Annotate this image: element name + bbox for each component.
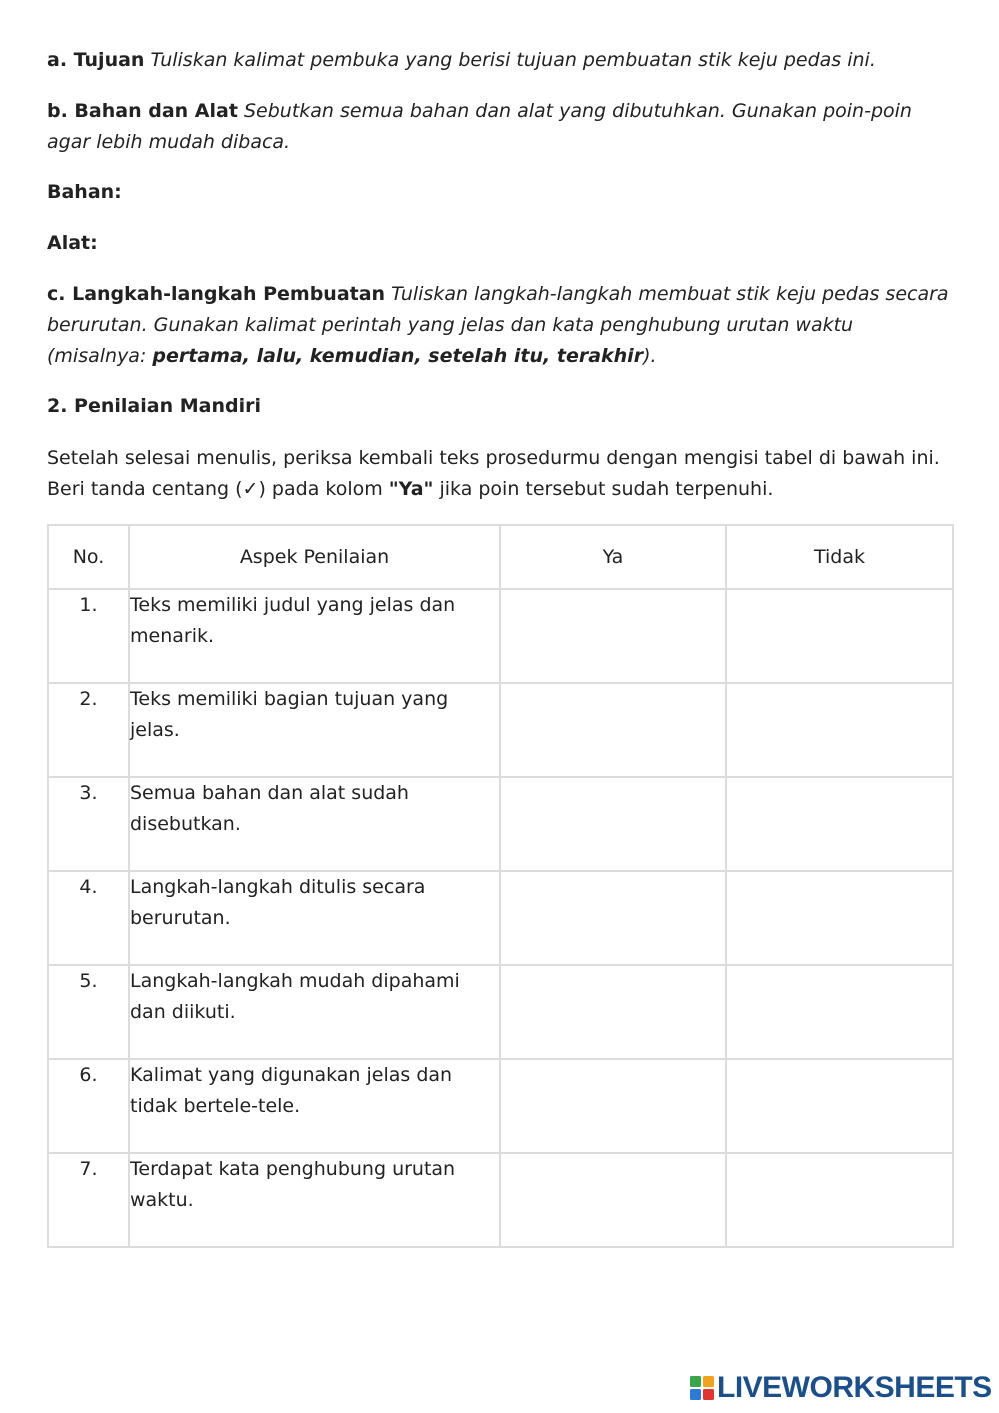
tidak-cell[interactable] — [726, 1153, 953, 1247]
tidak-cell[interactable] — [726, 965, 953, 1059]
table-row — [48, 589, 953, 683]
ya-cell[interactable] — [500, 1153, 726, 1247]
section-b-bahan-alat — [47, 96, 952, 158]
row-no: 6. — [48, 1059, 129, 1153]
alat-label: Alat: — [47, 232, 98, 254]
row-aspek: Terdapat kata penghubung urutan waktu. — [129, 1153, 500, 1247]
section-2-intro — [47, 443, 952, 505]
table-row — [48, 1059, 953, 1153]
section-b-label: b. Bahan dan Alat — [47, 100, 238, 122]
header-tidak: Tidak — [726, 525, 953, 589]
section-a-label: a. Tujuan — [47, 49, 145, 71]
section-c-langkah — [47, 279, 952, 372]
brand-name: LIVEWORKSHEETS — [717, 1371, 992, 1404]
tidak-cell[interactable] — [726, 777, 953, 871]
ya-cell[interactable] — [500, 683, 726, 777]
row-aspek: Teks memiliki judul yang jelas dan menarik. — [129, 589, 500, 683]
intro-ya-bold: "Ya" — [388, 478, 434, 500]
table-row — [48, 965, 953, 1059]
intro-text-1: Setelah selesai menulis, periksa kembali teks prosedurmu dengan mengisi tabel di bawah ini. Beri tanda centang (✓) pada kolom — [47, 447, 940, 500]
row-no: 3. — [48, 777, 129, 871]
row-no: 7. — [48, 1153, 129, 1247]
assessment-table — [47, 524, 954, 1248]
table-header-row — [48, 525, 953, 589]
table-row — [48, 777, 953, 871]
section-c-label: c. Langkah-langkah Pembuatan — [47, 283, 386, 305]
liveworksheets-brand[interactable] — [690, 1373, 992, 1403]
row-no: 2. — [48, 683, 129, 777]
header-ya: Ya — [500, 525, 726, 589]
header-no: No. — [48, 525, 129, 589]
row-aspek: Langkah-langkah mudah dipahami dan diikuti. — [129, 965, 500, 1059]
table-row — [48, 1153, 953, 1247]
row-no: 1. — [48, 589, 129, 683]
tidak-cell[interactable] — [726, 1059, 953, 1153]
ya-cell[interactable] — [500, 777, 726, 871]
section-2-title: 2. Penilaian Mandiri — [47, 395, 261, 417]
tidak-cell[interactable] — [726, 589, 953, 683]
row-aspek: Langkah-langkah ditulis secara berurutan. — [129, 871, 500, 965]
ya-cell[interactable] — [500, 965, 726, 1059]
bahan-label: Bahan: — [47, 181, 122, 203]
row-aspek: Kalimat yang digunakan jelas dan tidak bertele-tele. — [129, 1059, 500, 1153]
row-aspek: Semua bahan dan alat sudah disebutkan. — [129, 777, 500, 871]
section-a-instruction: Tuliskan kalimat pembuka yang berisi tujuan pembuatan stik keju pedas ini. — [150, 49, 876, 71]
ya-cell[interactable] — [500, 1059, 726, 1153]
section-a-tujuan — [47, 45, 952, 76]
liveworksheets-logo-icon — [690, 1376, 714, 1400]
intro-text-2: jika poin tersebut sudah terpenuhi. — [433, 478, 774, 500]
table-row — [48, 871, 953, 965]
ya-cell[interactable] — [500, 871, 726, 965]
row-aspek: Teks memiliki bagian tujuan yang jelas. — [129, 683, 500, 777]
row-no: 5. — [48, 965, 129, 1059]
row-no: 4. — [48, 871, 129, 965]
ya-cell[interactable] — [500, 589, 726, 683]
section-c-connectors: pertama, lalu, kemudian, setelah itu, terakhir — [152, 345, 644, 367]
header-aspek: Aspek Penilaian — [129, 525, 500, 589]
section-b-instruction: Sebutkan semua bahan dan alat yang dibutuhkan. Gunakan poin-poin agar lebih mudah dibaca. — [47, 100, 912, 153]
table-row — [48, 683, 953, 777]
tidak-cell[interactable] — [726, 683, 953, 777]
section-c-instruction: Tuliskan langkah-langkah membuat stik keju pedas secara berurutan. Gunakan kalimat perintah yang jelas dan kata penghubung urutan waktu (misalnya: — [47, 283, 949, 367]
section-c-closing: ). — [643, 345, 657, 367]
tidak-cell[interactable] — [726, 871, 953, 965]
